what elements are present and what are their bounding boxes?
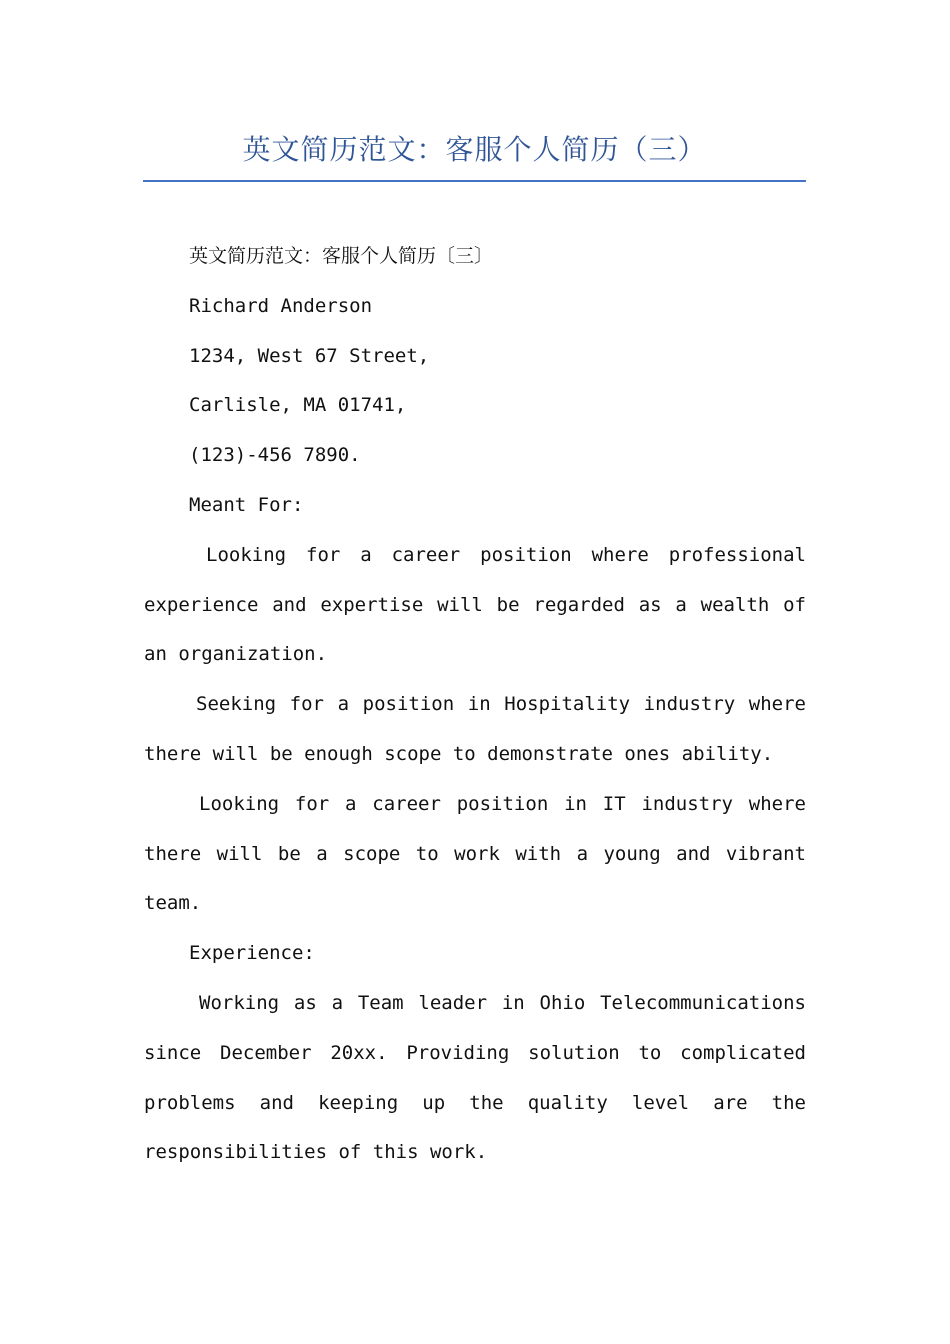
experience-paragraph-1: Working as a Team leader in Ohio Telecommunications since December 20xx. Providing solution to complicated problems and keeping up the quality level are the responsibilities of this work. [144, 991, 806, 1164]
contact-address-line2: Carlisle, MA 01741, [189, 394, 407, 417]
document-subtitle: 英文简历范文：客服个人简历〔三〕 [189, 245, 494, 267]
title-underline [143, 180, 806, 182]
objective-paragraph-3: Looking for a career position in IT industry where there will be a scope to work with a young and vibrant team. [144, 792, 806, 915]
objective-paragraph-2: Seeking for a position in Hospitality industry where there will be enough scope to demonstrate ones ability. [144, 693, 806, 765]
contact-phone: (123)-456 7890. [189, 444, 361, 467]
contact-address-line1: 1234, West 67 Street, [189, 344, 430, 367]
objective-paragraph-1: Looking for a career position where professional experience and expertise will be regarded as a wealth of an organization. [144, 543, 806, 666]
contact-name: Richard Anderson [189, 294, 373, 317]
experience-heading: Experience: [189, 942, 315, 965]
objective-heading: Meant For: [189, 493, 304, 516]
document-body [144, 232, 806, 1178]
document-title: 英文简历范文：客服个人简历（三） [242, 133, 707, 166]
